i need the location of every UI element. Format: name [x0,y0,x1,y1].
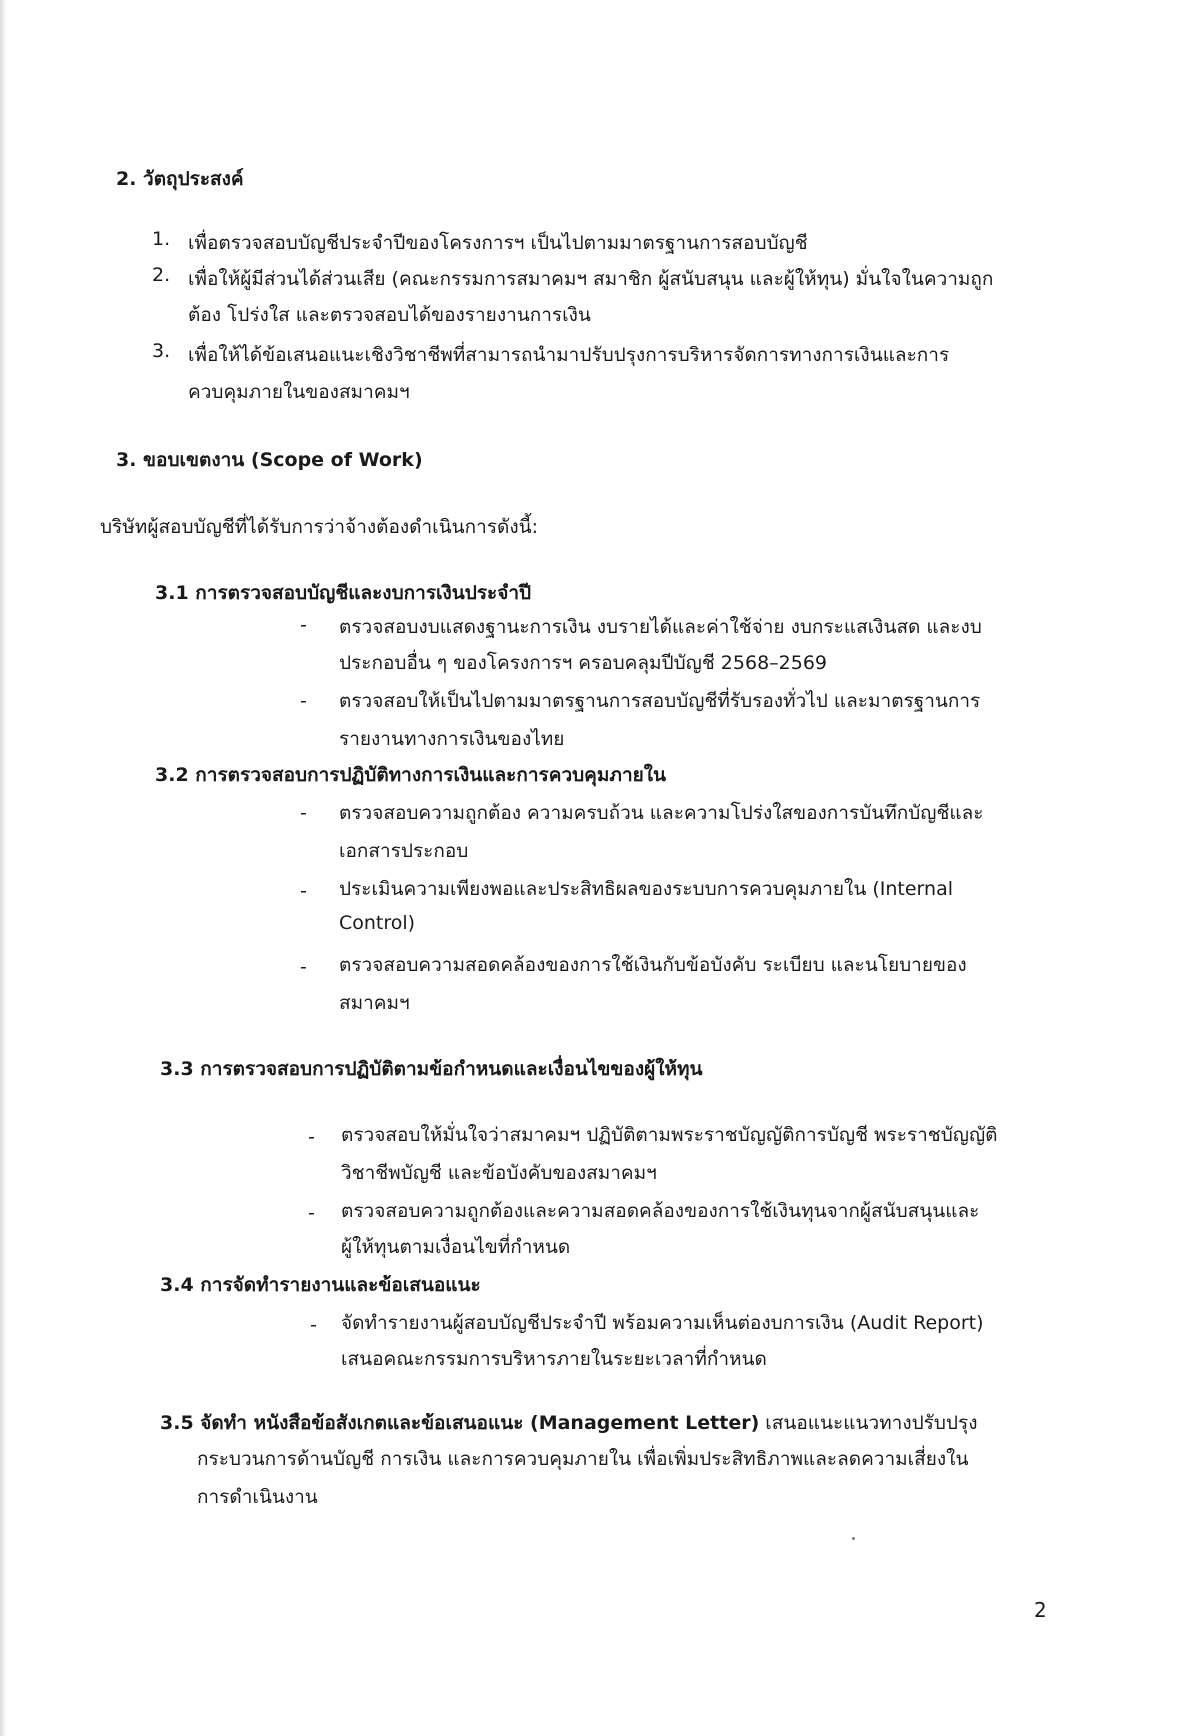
subsection-3-1-heading: 3.1 การตรวจสอบบัญชีและงบการเงินประจำปี [155,582,532,604]
subsection-3-2-heading: 3.2 การตรวจสอบการปฏิบัติทางการเงินและการควบคุมภายใน [155,764,667,786]
bullet-line: รายงานทางการเงินของไทย [339,728,565,750]
objective-line: เพื่อให้ผู้มีส่วนได้ส่วนเสีย (คณะกรรมการสมาคมฯ สมาชิก ผู้สนับสนุน และผู้ให้ทุน) มั่นใจในความถูก [188,268,994,290]
subsection-3-5-line: กระบวนการด้านบัญชี การเงิน และการควบคุมภายใน เพื่อเพิ่มประสิทธิภาพและลดความเสี่ยงใน [197,1448,969,1470]
section-2-heading: 2. วัตถุประสงค์ [116,168,244,190]
management-letter-title: หนังสือข้อสังเกตและข้อเสนอแนะ (Management Letter) [253,1412,760,1434]
objective-number: 3. [152,340,171,362]
bullet-line: เอกสารประกอบ [339,840,469,862]
bullet-line: ตรวจสอบความสอดคล้องของการใช้เงินกับข้อบังคับ ระเบียบ และนโยบายของ [339,954,967,976]
subsection-3-5-first-line [160,1408,977,1438]
bullet-line: ประกอบอื่น ๆ ของโครงการฯ ครอบคลุมปีบัญชี 2568–2569 [339,652,828,674]
bullet-line: ผู้ให้ทุนตามเงื่อนไขที่กำหนด [341,1236,571,1258]
bullet-dash: - [300,690,307,712]
subsection-3-3-heading: 3.3 การตรวจสอบการปฏิบัติตามข้อกำหนดและเงื่อนไขของผู้ให้ทุน [160,1058,703,1080]
objective-number: 1. [152,228,171,250]
bullet-dash: - [300,614,307,636]
scan-speck [852,1537,855,1540]
bullet-line: Control) [339,912,416,934]
subsection-3-4-heading: 3.4 การจัดทำรายงานและข้อเสนอแนะ [160,1274,481,1296]
scan-edge [0,0,7,1736]
page-number: 2 [1034,1598,1047,1622]
bullet-line: ประเมินความเพียงพอและประสิทธิผลของระบบการควบคุมภายใน (Internal [339,878,954,900]
bullet-dash: - [300,802,307,824]
bullet-line: สมาคมฯ [339,992,410,1014]
bullet-line: ตรวจสอบให้มั่นใจว่าสมาคมฯ ปฏิบัติตามพระราชบัญญัติการบัญชี พระราชบัญญัติ [341,1124,998,1146]
bullet-dash: - [308,1202,315,1224]
section-3-heading: 3. ขอบเขตงาน (Scope of Work) [116,449,423,471]
bullet-line: จัดทำรายงานผู้สอบบัญชีประจำปี พร้อมความเห็นต่องบการเงิน (Audit Report) [341,1312,984,1334]
bullet-line: เสนอคณะกรรมการบริหารภายในระยะเวลาที่กำหนด [341,1348,767,1370]
bullet-line: ตรวจสอบความถูกต้องและความสอดคล้องของการใช้เงินทุนจากผู้สนับสนุนและ [341,1200,980,1222]
subsection-3-5-prefix: 3.5 จัดทำ [160,1412,254,1434]
bullet-line: ตรวจสอบความถูกต้อง ความครบถ้วน และความโปร่งใสของการบันทึกบัญชีและ [339,802,984,824]
bullet-dash: - [300,880,307,902]
bullet-dash: - [310,1314,317,1336]
subsection-3-5-rest: เสนอแนะแนวทางปรับปรุง [759,1412,978,1434]
objective-line: เพื่อตรวจสอบบัญชีประจำปีของโครงการฯ เป็นไปตามมาตรฐานการสอบบัญชี [188,232,808,254]
bullet-line: ตรวจสอบงบแสดงฐานะการเงิน งบรายได้และค่าใช้จ่าย งบกระแสเงินสด และงบ [339,616,982,638]
objective-line: ควบคุมภายในของสมาคมฯ [188,381,410,403]
bullet-line: ตรวจสอบให้เป็นไปตามมาตรฐานการสอบบัญชีที่รับรองทั่วไป และมาตรฐานการ [339,690,981,712]
section-3-intro: บริษัทผู้สอบบัญชีที่ได้รับการว่าจ้างต้องดำเนินการดังนี้: [100,516,539,538]
objective-number: 2. [152,264,171,286]
objective-line: ต้อง โปร่งใส และตรวจสอบได้ของรายงานการเงิน [188,304,591,326]
bullet-line: วิชาชีพบัญชี และข้อบังคับของสมาคมฯ [341,1162,657,1184]
bullet-dash: - [300,956,307,978]
objective-line: เพื่อให้ได้ข้อเสนอแนะเชิงวิชาชีพที่สามารถนำมาปรับปรุงการบริหารจัดการทางการเงินและการ [188,344,950,366]
subsection-3-5-line: การดำเนินงาน [197,1486,318,1508]
bullet-dash: - [308,1126,315,1148]
